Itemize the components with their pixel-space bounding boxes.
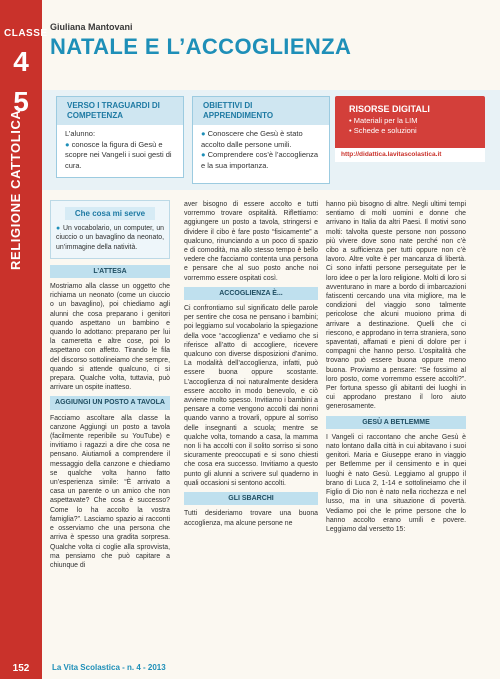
subject-label: RELIGIONE CATTOLICA xyxy=(8,109,23,270)
paragraph: Ci confrontiamo sul significato delle parole per sentire che cosa ne pensano i bambini; poi leggiamo sul vocabolario la spiegazione della voce “accoglienza” e vediamo che si riferisce all’atto di accogliere, ricevere qualcuno con diverse disposizioni d’animo. La modalità dell’accoglienza, infatti, può essere buona oppure scostante. L’accoglienza di noi naturalmente desidera essere accolto in modo benevolo, e ciò avviene molto spesso. Invitiamo i bambini a pensare a come vengono accolti dai nonni quando vanno a trovarli, oppure al sorriso delle insegnanti a scuola; mentre se qualche volta, tornando a casa, la mamma non li ha accolti con il solito sorriso si sono sicuramente preoccupati e si sono chiesti che cosa era successo. Invitiamo a questo punto gli alunni a scrivere sul quaderno in quali occasioni si sentono accolti. xyxy=(184,305,318,487)
obiettivi-item: ● Conoscere che Gesù è stato accolto dalle persone umili. xyxy=(201,129,303,149)
resources-link[interactable]: http://didattica.lavitascolastica.it xyxy=(335,148,485,162)
traguardi-title: VERSO I TRAGUARDI DI COMPETENZA xyxy=(57,97,183,125)
author-name: Giuliana Mantovani xyxy=(50,22,133,32)
paragraph: I Vangeli ci raccontano che anche Gesù è nato lontano dalla città in cui abitavano i suoi genitori. Maria e Giuseppe erano in viaggio per Betlemme per il censimento e in quei luoghi è nato Gesù. Leggiamo al gruppo il brano di Luca 2, 1-14 e sottolineiamo che il Figlio di Dio non è nato nella ricchezza e nel lusso, ma in una situazione di povertà. Vediamo poi che le prime persone che lo hanno accolto erano umili e povere. Leggiamo dal versetto 15: xyxy=(326,433,466,533)
bullet-icon: ● xyxy=(201,150,206,159)
paragraph: Facciamo ascoltare alla classe la canzone Aggiungi un posto a tavola (facilmente reperibile su YouTube) e invitiamo i ragazzi a dire che cosa ne pensano. Aiutiamoli a comprendere il messaggio della canzone e chiediamo se qualche volta hanno fatto un’esperienza simile: “È arrivato a casa un parente o un amico che non aspettavate? Che cosa è successo? Come lo ha accolto la vostra famiglia?”. Lasciamo spazio ai racconti e osserviamo che una persona che arriva è spesso una gradita sorpresa. Qualche volta ci coglie alla sprovvista, ma pensiamo che può capitare a chiunque di xyxy=(50,414,170,569)
classe-label: CLASSE xyxy=(4,28,48,39)
publication-name: La Vita Scolastica - n. 4 - 2013 xyxy=(52,663,166,672)
column-2 xyxy=(184,200,318,531)
resource-item: • Schede e soluzioni xyxy=(349,126,417,135)
traguardi-box xyxy=(56,96,184,178)
paragraph: aver bisogno di essere accolto e tutti vorremmo trovare ospitalità. Riflettiamo: aggiungere un posto a tavola, stringersi e dividere il cibo è fare posto “fisicamente” a qualcuno, rinunciando a un poco di spazio e di comodità, ma allo stesso tempo è bello vedere che facciamo contenta una persona e pensare che al suo posto anche noi vorremmo essere ospitati così. xyxy=(184,201,318,282)
page-title: NATALE E L’ACCOGLIENZA xyxy=(50,34,352,59)
obiettivi-item: ● Comprendere cos’è l’accoglienza e la sua importanza. xyxy=(201,150,319,170)
section-heading: GLI SBARCHI xyxy=(184,492,318,505)
materials-title: Che cosa mi serve xyxy=(65,207,155,220)
traguardi-item: ● conosce la figura di Gesù e scopre nei Vangeli i suoi gesti di cura. xyxy=(65,139,172,170)
column-3 xyxy=(326,200,466,537)
materials-text: ● Un vocabolario, un computer, un ciuccio o un bavaglino da neonato, un’immagine della natività. xyxy=(56,225,164,251)
resource-item: • Materiali per la LIM xyxy=(349,116,418,125)
paragraph: hanno più bisogno di altre. Negli ultimi tempi sentiamo di molti uomini e donne che arrivano in Italia da altri Paesi. Il motivi sono molti: talvolta queste persone non possono più vivere dove sono nate perché non c’è cibo a sufficienza per tutti oppure non c’è lavoro. Altre volte è per mancanza di libertà. Ci sono infatti persone perseguitate per le loro idee o per la loro religione. Molti di loro si avventurano in mare a bordo di imbarcazioni fatiscenti cercando una vita migliore, ma le condizioni del viaggio sono talmente pericolose che alcuni muoiono prima di arrivare a destinazione. Quelli che ci riescono, e approdano in terra straniera, sono spaventati, affamati e pieni di dolore per i compagni che hanno perso. L’ospitalità che trovano può essere buona oppure meno buona. Proviamo a pensare: “Se fossimo al loro posto, come vorremmo essere accolti?”. Per fortuna spesso gli abitanti dei luoghi in cui approdano prestano il loro aiuto generosamente. xyxy=(326,201,466,411)
page-header xyxy=(50,22,492,60)
traguardi-body xyxy=(57,125,183,175)
column-1 xyxy=(50,200,170,573)
obiettivi-title: OBIETTIVI DI APPRENDIMENTO xyxy=(193,97,329,125)
traguardi-intro: L’alunno: xyxy=(65,129,96,138)
page-footer xyxy=(0,658,500,679)
materials-box xyxy=(50,200,170,259)
grade-4-label: 4 xyxy=(13,46,29,77)
section-heading: L’ATTESA xyxy=(50,265,170,278)
obiettivi-body xyxy=(193,125,329,175)
bullet-icon: ● xyxy=(65,139,70,149)
bullet-icon: ● xyxy=(56,225,61,233)
paragraph: Tutti desideriamo trovare una buona accoglienza, ma alcune persone ne xyxy=(184,510,318,527)
paragraph: Mostriamo alla classe un oggetto che richiama un neonato (come un ciuccio o un bavaglino), poi chiediamo agli alunni che cosa preparano i genitori quando aspettano un bambino e quando lo adottano: preparano per lui la cameretta e altre cose, poi lo aspettano con affetto. Tirando le fila del discorso sottolineiamo che sempre, quando si attende qualcuno, ci si prepara. Qualche volta, tuttavia, può arrivare un ospite inatteso. xyxy=(50,283,170,392)
grade-5-label: 5 xyxy=(13,86,29,117)
obiettivi-box xyxy=(192,96,330,184)
resources-title: RISORSE DIGITALI xyxy=(349,104,430,114)
resources-box xyxy=(335,96,485,156)
section-heading: AGGIUNGI UN POSTO A TAVOLA xyxy=(50,396,170,409)
bullet-icon: ● xyxy=(201,129,206,138)
page-number: 152 xyxy=(0,658,42,679)
section-heading: ACCOGLIENZA È... xyxy=(184,287,318,300)
section-heading: GESÙ A BETLEMME xyxy=(326,416,466,429)
